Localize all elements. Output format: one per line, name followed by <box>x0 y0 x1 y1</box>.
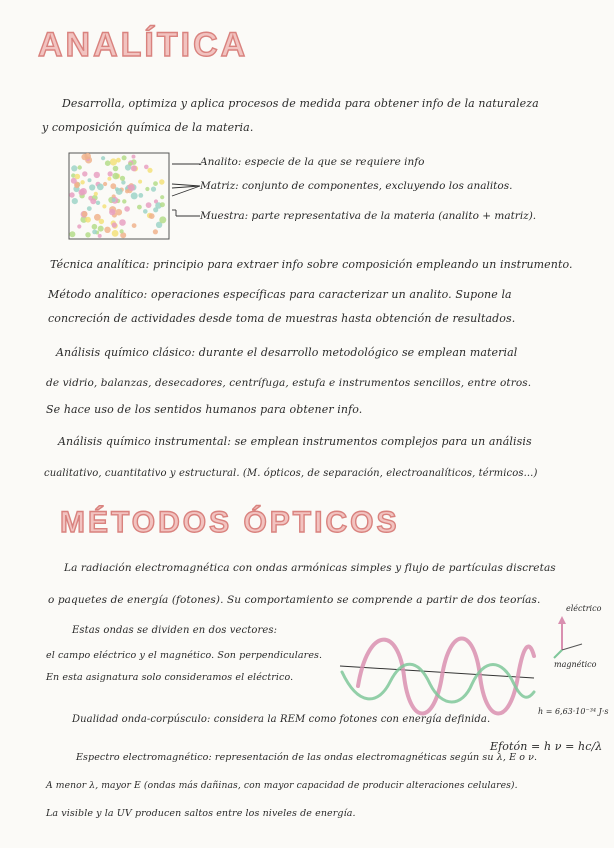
sample-dot <box>159 216 166 223</box>
sample-dot <box>94 172 100 178</box>
sample-dot <box>88 178 92 182</box>
sample-dot <box>159 179 164 184</box>
sample-dot <box>109 209 115 215</box>
planck-constant: h = 6,63·10⁻³⁴ J·s <box>538 707 609 716</box>
tecnica-analitica: Técnica analítica: principio para extraer info sobre composición empleando un instrumento. <box>50 258 573 271</box>
sample-dot <box>103 182 107 186</box>
sample-dot <box>79 189 85 195</box>
dualidad-line: Dualidad onda-corpúsculo: considera la REM como fotones con energía definida. <box>72 714 491 725</box>
clasico-line-3: Se hace uso de los sentidos humanos para obtener info. <box>46 403 363 416</box>
sample-dot <box>112 230 119 237</box>
sample-dot <box>112 198 116 202</box>
sample-dot <box>128 184 135 191</box>
sample-dot <box>87 206 92 211</box>
sample-dot <box>105 160 111 166</box>
matriz-definition: Matriz: conjunto de componentes, excluyendo los analitos. <box>200 180 513 192</box>
sample-dot <box>131 165 137 171</box>
sample-dot <box>77 224 81 228</box>
title-metodos-opticos: MÉTODOS ÓPTICOS <box>60 506 400 539</box>
sample-dot <box>160 195 164 199</box>
sample-dot <box>153 207 158 212</box>
sample-dot <box>145 187 149 191</box>
sample-dot <box>132 223 137 228</box>
clasico-line-1: Análisis químico clásico: durante el desarrollo metodológico se emplean material <box>56 346 518 359</box>
title-analitica: ANALÍTICA <box>38 26 249 64</box>
sample-dot <box>104 227 110 233</box>
photon-energy-formula: Efotón = h ν = hc/λ <box>490 740 603 753</box>
sample-dot <box>69 231 75 237</box>
instrumental-line-1: Análisis químico instrumental: se emplean instrumentos complejos para un análisis <box>58 435 532 448</box>
sample-dot <box>121 180 125 184</box>
magnetic-field-wave <box>342 664 534 702</box>
sample-dot <box>89 184 95 190</box>
sample-dot <box>125 164 131 170</box>
sample-dot <box>153 181 158 186</box>
sample-dot <box>137 205 142 210</box>
sample-dot <box>124 206 130 212</box>
sample-dot <box>116 188 123 195</box>
sample-dot <box>98 226 104 232</box>
sample-dot <box>108 171 113 176</box>
espectro-line-1: Espectro electromagnético: representación de las ondas electromagnéticas según su λ, E o ν. <box>76 752 538 763</box>
sample-dot <box>116 209 123 216</box>
sample-dot <box>90 198 96 204</box>
sample-dot <box>78 165 82 169</box>
sample-dot <box>82 211 88 217</box>
sample-dot <box>144 165 149 170</box>
ondas-line-2: el campo eléctrico y el magnético. Son perpendiculares. <box>46 650 323 661</box>
muestra-definition: Muestra: parte representativa de la materia (analito + matriz). <box>200 210 537 222</box>
espectro-line-3: La visible y la UV producen saltos entre los niveles de energía. <box>46 808 356 819</box>
sample-dot <box>75 174 81 180</box>
sample-dot <box>119 219 126 226</box>
sample-dot <box>94 192 98 196</box>
metodo-line-1: Método analítico: operaciones específicas para caracterizar un analito. Supone la <box>48 288 512 301</box>
sample-dot <box>113 166 119 172</box>
sample-dot <box>72 198 78 204</box>
axes-legend <box>548 612 588 662</box>
instrumental-line-2: cualitativo, cuantitativo y estructural. (M. ópticos, de separación, electroanalíticos, térmicos...) <box>44 468 538 479</box>
sample-dot <box>146 202 152 208</box>
sample-dot <box>151 187 156 192</box>
sample-dot <box>110 158 117 165</box>
sample-dot <box>80 180 84 184</box>
sample-dot <box>153 229 158 234</box>
sample-dot <box>143 209 148 214</box>
sample-dot <box>122 199 126 203</box>
sample-dot <box>131 192 138 199</box>
electric-axis-label: eléctrico <box>566 604 602 613</box>
sample-dot <box>101 156 105 160</box>
sample-dot <box>82 171 87 176</box>
sample-dot <box>147 168 152 173</box>
ondas-line-1: Estas ondas se dividen en dos vectores: <box>72 625 278 636</box>
sample-dot <box>69 192 74 197</box>
radiacion-line-1: La radiación electromagnética con ondas armónicas simples y flujo de partículas discretas <box>64 562 556 574</box>
intro-line-1: Desarrolla, optimiza y aplica procesos de medida para obtener info de la naturaleza <box>62 97 539 110</box>
sample-dot <box>81 154 87 160</box>
sample-dot <box>120 229 124 233</box>
sample-dot <box>98 234 102 238</box>
sample-dot <box>110 183 116 189</box>
sample-dot <box>99 219 104 224</box>
sample-dot <box>85 217 91 223</box>
sample-dot <box>138 180 142 184</box>
sample-dot <box>102 204 106 208</box>
sample-dot <box>85 232 90 237</box>
espectro-line-2: A menor λ, mayor E (ondas más dañinas, con mayor capacidad de producir alteraciones celulares). <box>46 780 518 791</box>
sample-dot <box>112 173 119 180</box>
radiacion-line-2: o paquetes de energía (fotones). Su comportamiento se comprende a partir de dos teorías. <box>48 594 541 606</box>
sample-dot <box>96 201 100 205</box>
sample-dot <box>97 184 104 191</box>
magnetic-axis-label: magnético <box>554 660 597 669</box>
sample-dot <box>120 176 125 181</box>
sample-dot <box>71 165 77 171</box>
ondas-line-3: En esta asignatura solo consideramos el eléctrico. <box>46 672 294 683</box>
sample-dot <box>107 177 111 181</box>
sample-dots-diagram <box>68 152 172 242</box>
intro-line-2: y composición química de la materia. <box>42 121 254 134</box>
metodo-line-2: concreción de actividades desde toma de muestras hasta obtención de resultados. <box>48 312 516 325</box>
sample-dot <box>132 155 136 159</box>
analito-definition: Analito: especie de la que se requiere info <box>200 156 425 168</box>
sample-dot <box>92 230 97 235</box>
sample-dot <box>149 213 155 219</box>
sample-dot <box>160 202 165 207</box>
sample-dot <box>92 224 98 230</box>
sample-dot <box>112 222 117 227</box>
sample-dot <box>122 155 127 160</box>
clasico-line-2: de vidrio, balanzas, desecadores, centrífuga, estufa e instrumentos sencillos, entre otros. <box>46 377 532 389</box>
sample-dot <box>138 193 143 198</box>
